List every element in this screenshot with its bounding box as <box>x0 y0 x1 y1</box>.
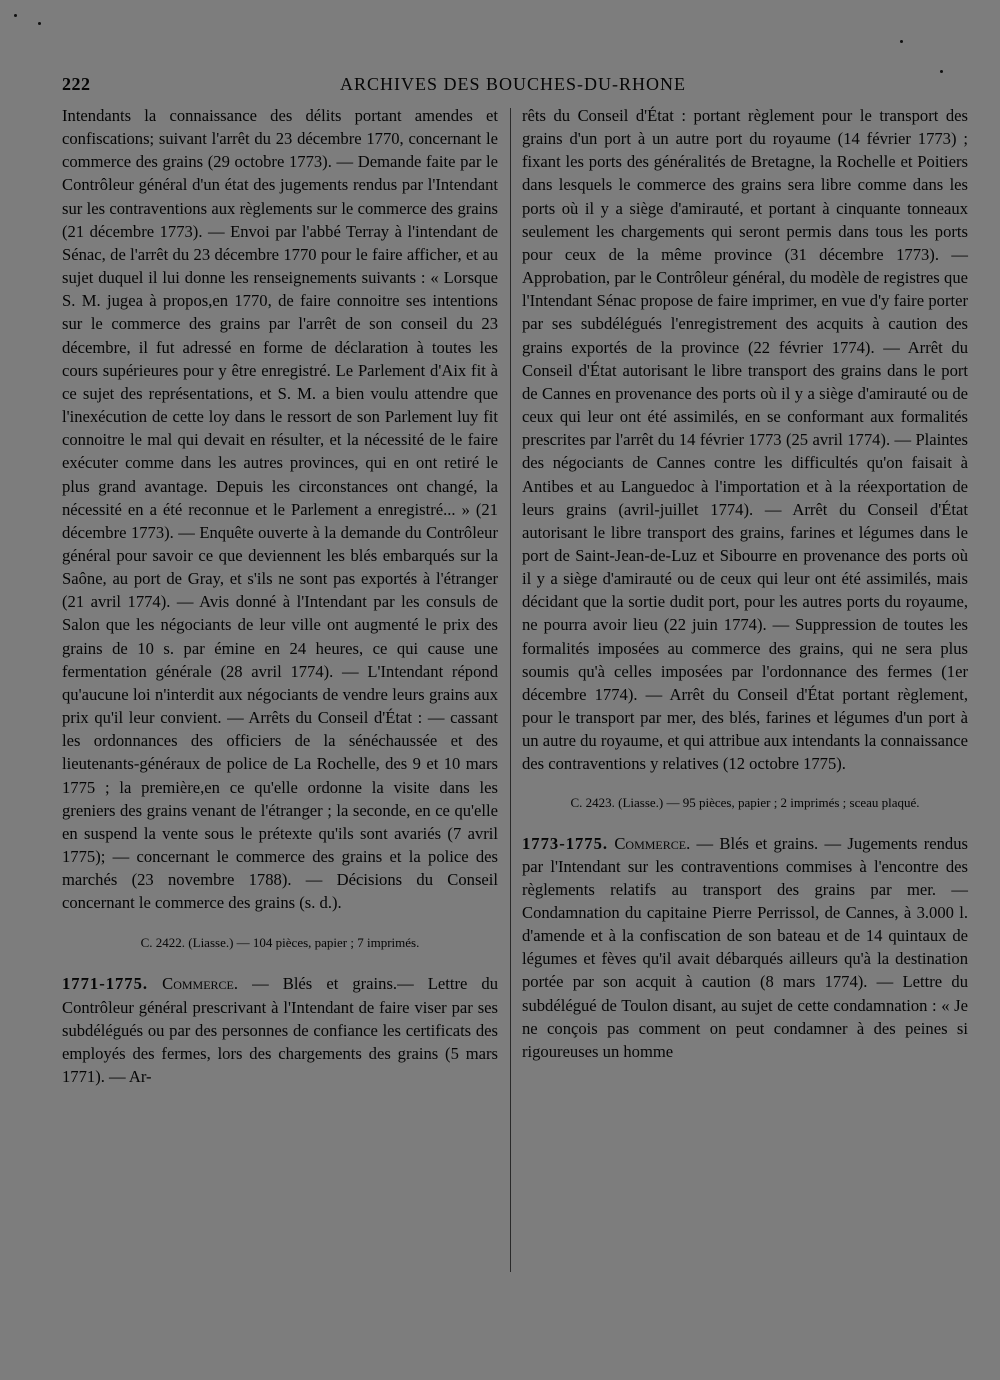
page-number: 222 <box>62 74 91 94</box>
column-divider <box>510 108 511 1272</box>
scan-speck <box>14 14 17 17</box>
right-entry-rubric: Commerce. <box>614 833 691 853</box>
left-paragraph: Intendants la connaissance des délits portant amendes et confiscations; suivant l'arrêt du 23 décembre 1770, concernant le commerce des grains (29 octobre 1773). — Demande faite par le Contrôleur général d'un état des jugements rendus par l'Intendant sur les contraventions aux règlements sur le commerce des grains (21 décembre 1773). — Envoi par l'abbé Terray à l'intendant de Sénac, de l'arrêt du 23 décembre 1770 pour le faire afficher, et au sujet duquel il lui donne les renseignements suivants : « Lorsque S. M. jugea à propos,en 1770, de faire connoitre ses intentions sur le commerce des grains par l'arrêt de son conseil du 23 décembre, il fut adressé en forme de déclaration à toutes les cours supérieures pour y être enregistré. Le Parlement d'Aix fit à ce sujet des représentations, et S. M. a bien voulu attendre que l'inexécution de cette loy dans le ressort de son Parlement luy fit connoitre le mal qui devait en résulter, et la nécessité de le faire exécuter comme dans les autres provinces, qui en ont retiré le plus grand avantage. Depuis les circonstances ont changé, la nécessité en a été reconnue et le Parlement a enregistré... » (21 décembre 1773). — Enquête ouverte à la demande du Contrôleur général pour savoir ce que deviennent les blés embarqués sur la Saône, au port de Gray, et s'ils ne sont pas exportés à l'étranger (21 avril 1774). — Avis donné à l'Intendant par les consuls de Salon que les négociants de leur ville ont augmenté le prix des grains de 10 s. par émine en 24 heures, ce qui cause une fermentation générale (28 avril 1774). — L'Intendant répond qu'aucune loi n'interdit aux négociants de vendre leurs grains aux prix qu'il leur convient. — Arrêts du Conseil d'État : — cassant les ordonnances des officiers de la sénéchaussée et des lieutenants-généraux de police de La Rochelle, des 9 et 10 mars 1775 ; la première,en ce qu'elle ordonne la visite dans les greniers des grains venant de l'étranger ; la seconde, en ce qu'elle en suspend la vente sous le prétexte qu'ils sont avariés (7 avril 1775); — concernant le commerce des grains et la police des marchés (23 novembre 1788). — Décisions du Conseil concernant le commerce des grains (s. d.). <box>62 106 498 913</box>
scan-speck <box>900 40 903 43</box>
scan-speck <box>38 22 41 25</box>
left-entry-rubric: Commerce. <box>162 974 239 994</box>
left-entry-dates: 1771-1775. <box>62 974 149 994</box>
scan-speck <box>940 70 943 73</box>
left-column <box>62 104 498 1088</box>
right-cote: C. 2423. (Liasse.) — 95 pièces, papier ; 2 imprimés ; sceau plaqué. <box>570 794 920 810</box>
right-entry <box>522 832 968 1064</box>
right-paragraph: rêts du Conseil d'État : portant règlement pour le transport des grains d'un port à un autre port du royaume (14 février 1773) ; fixant les ports des généralités de Bretagne, la Rochelle et Poitiers dans lesquels le commerce des grains sera libre comme dans les ports où il y a siège d'amirauté, et portant à cinquante tonneaux seulement les chargements qui seront permis dans tous les ports pour ceux de la même province (31 décembre 1773). — Approbation, par le Contrôleur général, du modèle de registres que l'Intendant Sénac propose de faire imprimer, en vue d'y faire porter par ses subdélégués l'enregistrement des acquits à caution des grains exportés de la province (22 février 1774). — Arrêt du Conseil d'État autorisant le libre transport des grains dans le port de Cannes en provenance des ports où il y a siège d'amirauté ou de ceux qui leur ont été assimilés, en se conformant aux formalités prescrites par l'arrêt du 14 février 1773 (25 avril 1774). — Plaintes des négociants de Cannes contre les difficultés qu'on faisait à Antibes et au Languedoc à l'importation et à la réexportation de leurs grains (avril-juillet 1774). — Arrêt du Conseil d'État autorisant le libre transport des grains, farines et légumes dans le port de Saint-Jean-de-Luz et Sibourre en provenance des ports où il y a siège d'amirauté ou de ceux qui leur ont été assimilés, mais décidant que la sortie dudit port, pour les autres ports du royaume, ne pourra avoir lieu (22 juin 1774). — Suppression de toutes les formalités imposées au commerce des grains, qui ne sera plus soumis qu'à celles imposées par l'ordonnance des fermes (1er décembre 1774). — Arrêt du Conseil d'État portant règlement, pour le transport par mer, des blés, farines et légumes d'un port à un autre du royaume, et qui attribue aux intendants la connaissance des contraventions y relatives (12 octobre 1775). <box>522 106 968 774</box>
left-cote: C. 2422. (Liasse.) — 104 pièces, papier ; 7 imprimés. <box>140 935 420 951</box>
right-entry-text: — Blés et grains. — Jugements rendus par l'Intendant sur les contraventions commises à l'encontre des règlements relatifs au transport des grains par mer. — Condamnation du capitaine Pierre Perrissol, de Cannes, à 3.000 l. d'amende et à la confiscation de son bateau et de 14 quintaux de légumes et fèves qu'il avait débarqués ailleurs qu'à la destination portée par son acquit à caution (8 mars 1774). — Lettre du subdélégué de Toulon disant, au sujet de cette condamnation : « Je ne conçois pas comment on peut condamner à des peines si rigoureuses un homme <box>522 833 968 1061</box>
page-header <box>62 74 968 98</box>
left-entry <box>62 972 498 1088</box>
left-entry-text: — Blés et grains.— Lettre du Contrôleur général prescrivant à l'Intendant de faire viser par ses subdélégués ou par des personnes de confiance les certificats des employés des fermes, lors des chargements des grains (5 mars 1771). — Ar- <box>62 974 498 1087</box>
right-entry-dates: 1773-1775. <box>522 833 609 853</box>
right-column <box>522 104 968 1063</box>
running-title: ARCHIVES DES BOUCHES-DU-RHONE <box>340 74 687 94</box>
